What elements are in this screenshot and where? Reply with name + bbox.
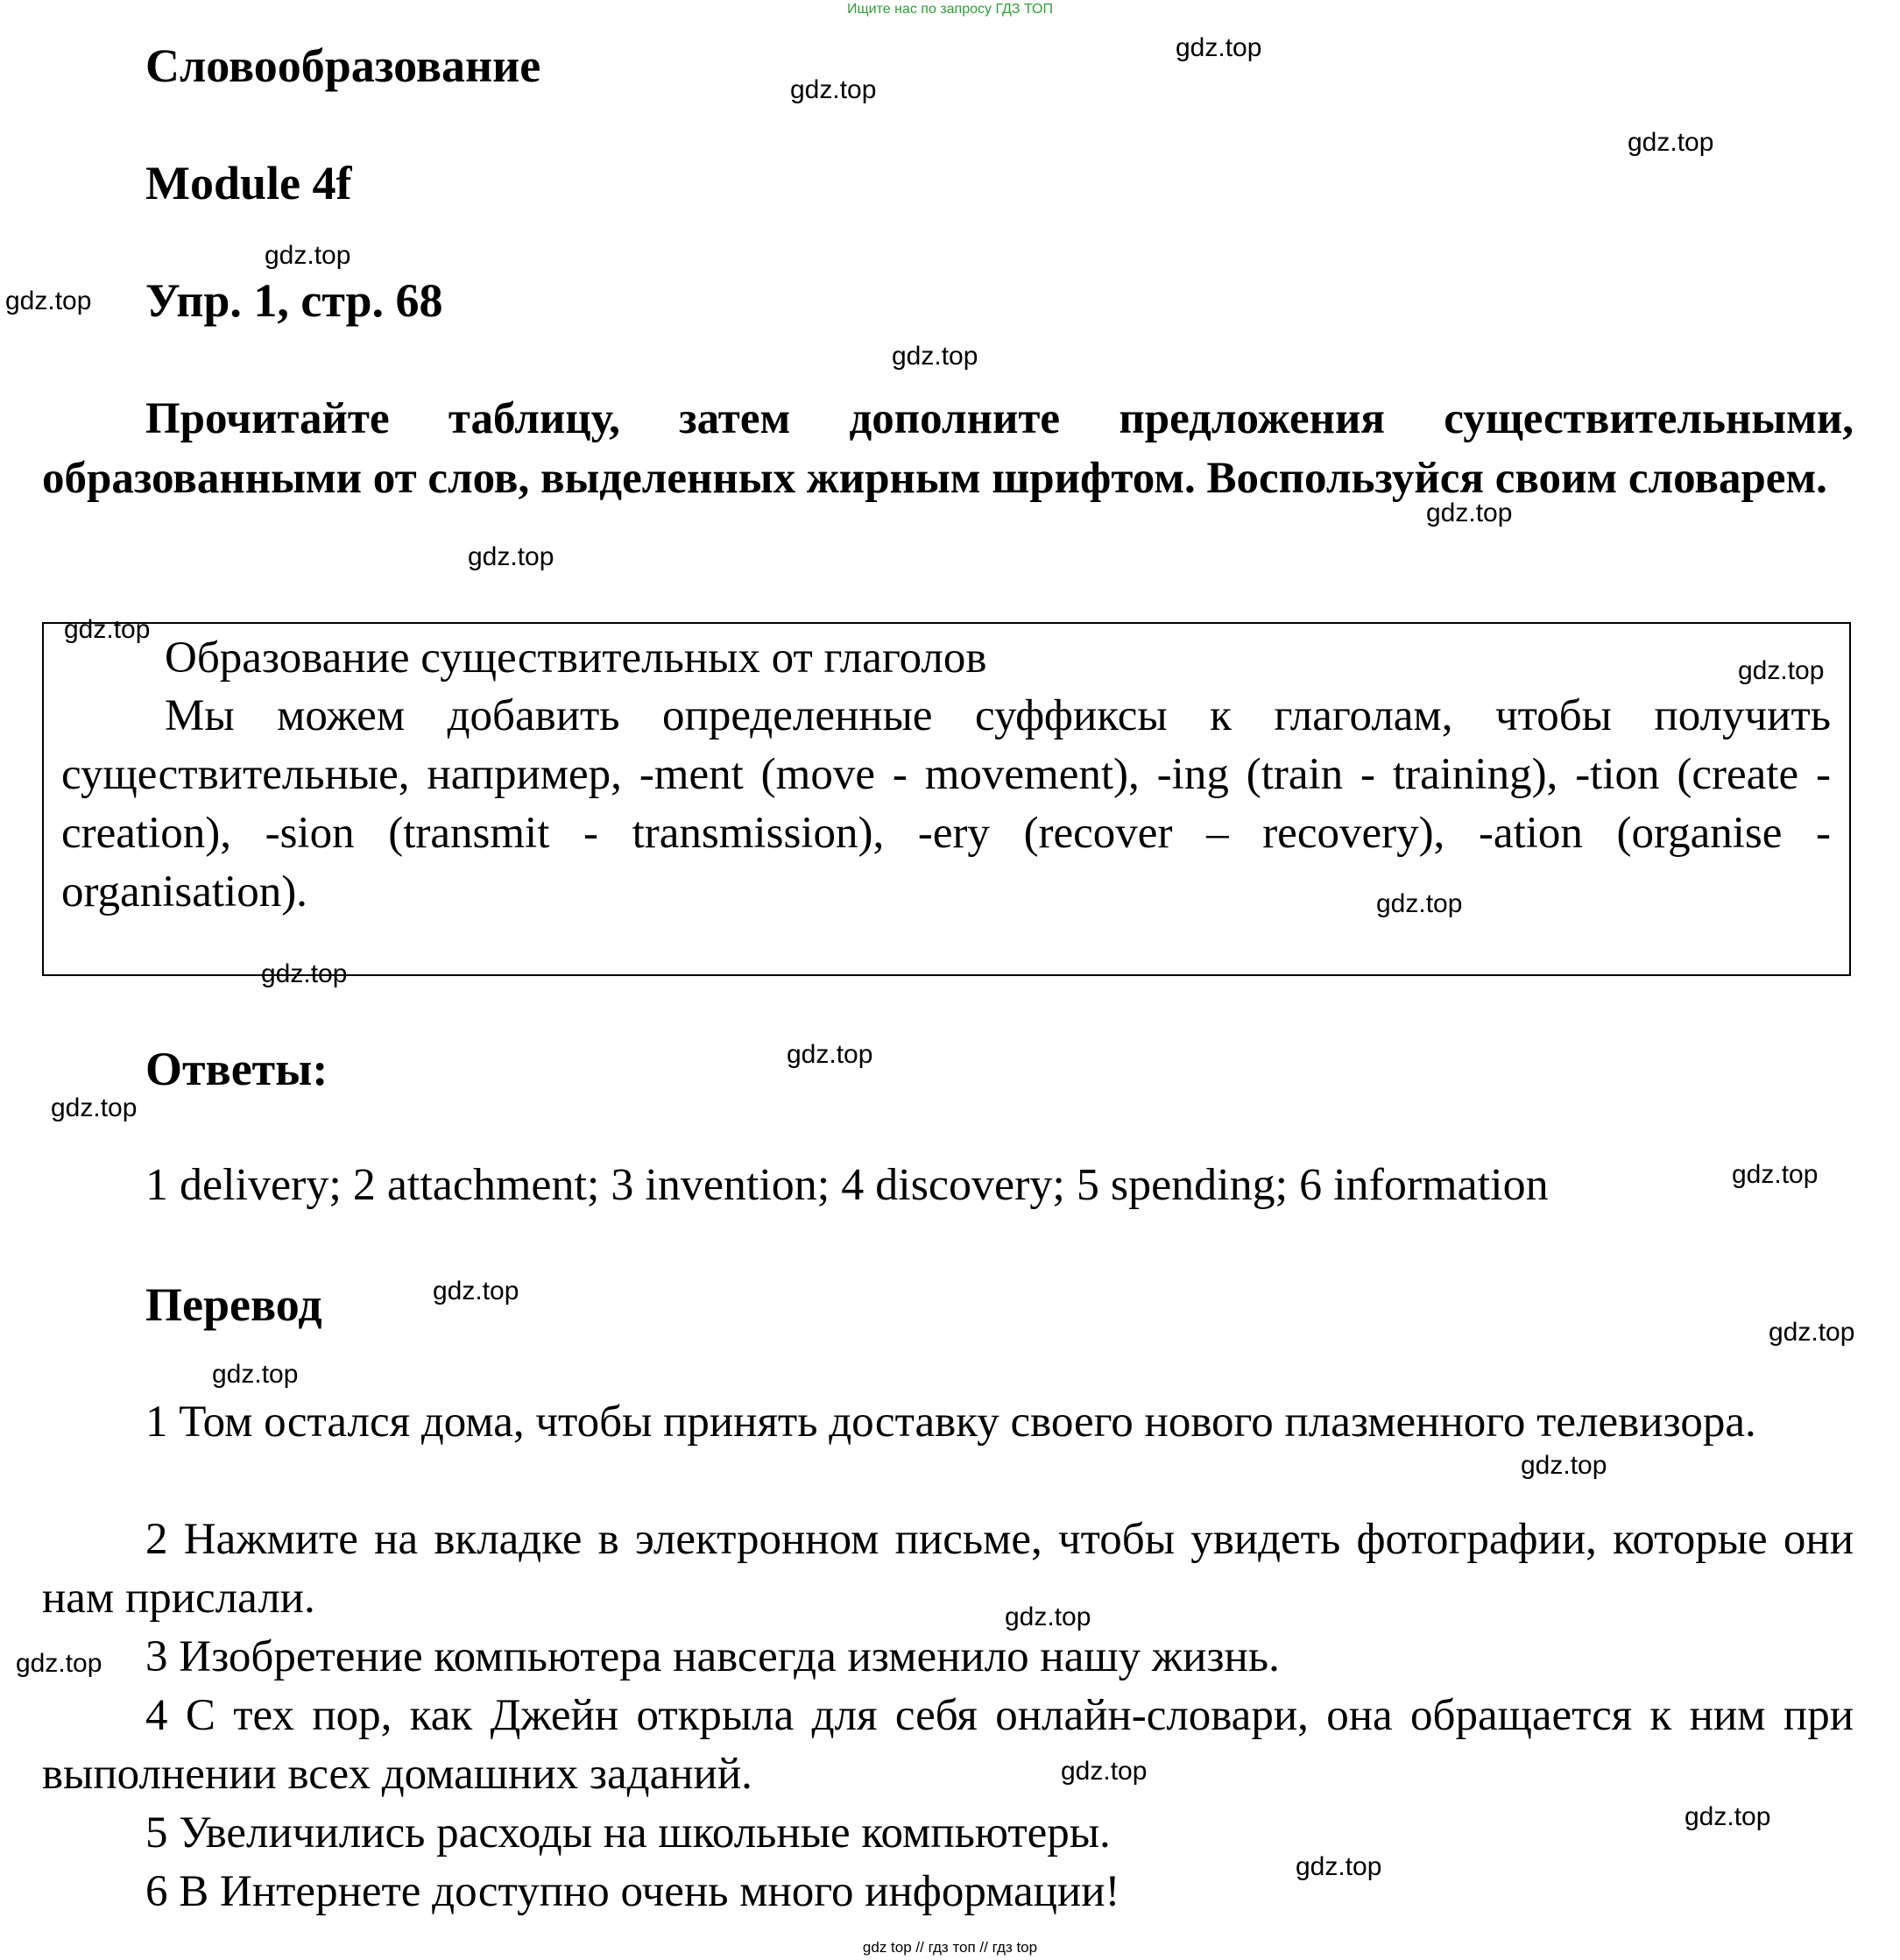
translation-item-5: 5 Увеличились расходы на школьные компьютеры. xyxy=(145,1808,1111,1857)
watermark: gdz.top xyxy=(1005,1603,1091,1631)
top-banner: Ищите нас по запросу ГДЗ ТОП xyxy=(847,2,1053,17)
answers-heading: Ответы: xyxy=(145,1043,328,1095)
answers-text: 1 delivery; 2 attachment; 3 invention; 4 discovery; 5 spending; 6 information xyxy=(145,1160,1549,1210)
watermark: gdz.top xyxy=(1061,1757,1148,1786)
watermark: gdz.top xyxy=(790,75,877,104)
exercise-label: Упр. 1, стр. 68 xyxy=(145,274,443,327)
page-title: Словообразование xyxy=(145,39,541,92)
watermark: gdz.top xyxy=(787,1040,873,1069)
translation-item-3: 3 Изобретение компьютера навсегда изменило нашу жизнь. xyxy=(145,1632,1280,1681)
rule-box-text: Мы можем добавить определенные суффиксы к глаголам, чтобы получить существительные, например, -ment (move - movement), -ing (train - training), -tion (create - creation), -sion (transmit - transmission), -ery (recover – recovery), -ation (organise - organisation). xyxy=(61,691,1831,916)
watermark: gdz.top xyxy=(1769,1318,1855,1347)
exercise-instruction: Прочитайте таблицу, затем дополните предложения существительными, образованными от слов, выделенных жирным шрифтом. Воспользуйся своим словарем. xyxy=(42,394,1854,503)
translation-item-6: 6 В Интернете доступно очень много информации! xyxy=(145,1867,1120,1916)
watermark: gdz.top xyxy=(1296,1852,1382,1881)
bottom-banner: gdz top // гдз топ // гдз top xyxy=(862,1939,1038,1956)
watermark: gdz.top xyxy=(1426,499,1513,527)
watermark: gdz.top xyxy=(1176,33,1262,62)
watermark: gdz.top xyxy=(5,287,92,315)
watermark: gdz.top xyxy=(1732,1160,1819,1189)
watermark: gdz.top xyxy=(892,342,978,371)
rule-box-title: Образование существительных от глаголов xyxy=(165,633,987,683)
module-label: Module 4f xyxy=(145,157,352,209)
watermark: gdz.top xyxy=(265,241,351,270)
watermark: gdz.top xyxy=(1376,889,1463,918)
watermark: gdz.top xyxy=(1738,656,1825,685)
watermark: gdz.top xyxy=(212,1360,299,1389)
translation-item-4: 4 С тех пор, как Джейн открыла для себя онлайн-словари, она обращается к ним при выполнении всех домашних заданий. xyxy=(42,1691,1854,1799)
watermark: gdz.top xyxy=(1521,1451,1607,1480)
watermark: gdz.top xyxy=(1628,128,1714,157)
watermark: gdz.top xyxy=(468,542,554,571)
watermark: gdz.top xyxy=(51,1093,138,1122)
translation-item-2: 2 Нажмите на вкладке в электронном письме, чтобы увидеть фотографии, которые они нам прислали. xyxy=(42,1515,1854,1623)
watermark: gdz.top xyxy=(16,1649,102,1678)
translation-item-1: 1 Том остался дома, чтобы принять доставку своего нового плазменного телевизора. xyxy=(145,1397,1756,1447)
translation-heading: Перевод xyxy=(145,1278,322,1331)
watermark: gdz.top xyxy=(64,615,151,644)
watermark: gdz.top xyxy=(261,959,348,988)
watermark: gdz.top xyxy=(1685,1802,1771,1831)
watermark: gdz.top xyxy=(433,1277,519,1305)
